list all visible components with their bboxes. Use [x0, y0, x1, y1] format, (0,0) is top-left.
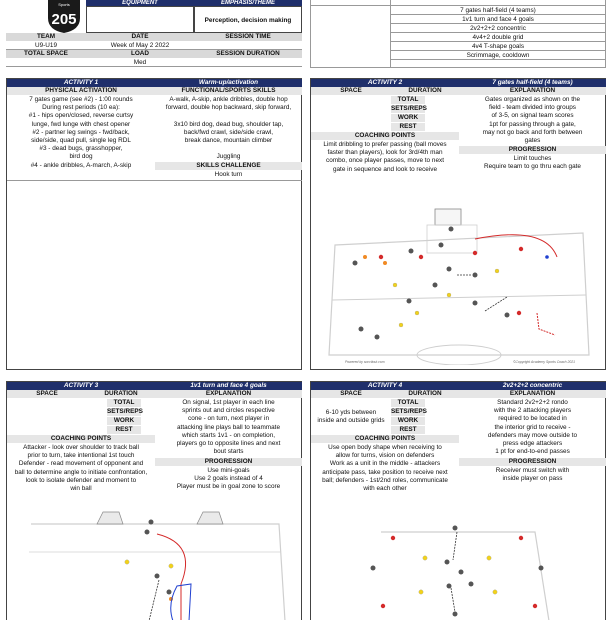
- total-space-value: [6, 58, 86, 67]
- equipment-box: [86, 6, 194, 33]
- activity-4-title: ACTIVITY 4: [311, 382, 459, 390]
- plan-item: 7 gates half-field (4 teams): [390, 6, 606, 15]
- plan-item: 4v4+2 double grid: [390, 33, 606, 42]
- goal-icon: [435, 209, 461, 225]
- total-label: TOTAL: [107, 399, 141, 407]
- sets-reps-label: SETS/REPS: [391, 408, 427, 415]
- plan-item: 2v2+2+2 concentric: [390, 24, 606, 33]
- progression-text: Limit touches Require team to go thru each gate: [484, 155, 581, 171]
- activity-4-name: 2v2+2+2 concentric: [459, 382, 606, 390]
- progression-label: PROGRESSION: [155, 458, 302, 466]
- team-value: U9-U19: [6, 41, 86, 50]
- functional-skills-text: A-walk, A-skip, ankle dribbles, double hop forward, double hop backward, skip forward, 3x10 bird dog, dead bug, shoulder tap, back/fwd crawl, side/side crawl, break dance, mountain climber Juggling: [165, 96, 292, 161]
- credit-right: ©Copyright Academy Sports Coach 2021: [513, 360, 575, 364]
- activity-1-title: ACTIVITY 1: [7, 79, 155, 87]
- activity-2-title: ACTIVITY 2: [311, 79, 459, 87]
- orange-cones: [363, 255, 387, 265]
- equipment-label: EQUIPMENT: [86, 0, 194, 6]
- work-label: WORK: [391, 114, 425, 122]
- sets-reps-label: SETS/REPS: [391, 105, 427, 112]
- explanation-text: Gates organized as shown on the field - team divided into groups of 3-5, on signal team scores 1pt for passing through a gate, may not go back and forth between gates: [482, 96, 583, 145]
- activity-3-diagram: [21, 504, 289, 620]
- coaching-points-text: Limit dribbling to prefer passing (ball moves faster than players), look for 3rd/4th man combo, once player passes, move to next gate in sequence and look to receive: [323, 141, 447, 173]
- plan-item: 4v4 T-shape goals: [390, 42, 606, 51]
- players: [371, 526, 544, 617]
- activity-4-diagram: [321, 502, 597, 620]
- explanation-text: On signal, 1st player in each line sprints out and circles respective cone - on turn, next player in attacking line plays ball to teammate which starts 1v1 - on completion, players go to opposite lines and next bout starts: [176, 399, 281, 456]
- plan-item: 1v1 turn and face 4 goals: [390, 15, 606, 24]
- load-label: LOAD: [86, 50, 194, 58]
- physical-activation-label: PHYSICAL ACTIVATION: [7, 87, 155, 95]
- sets-reps-label: SETS/REPS: [107, 408, 143, 415]
- rest-label: REST: [107, 426, 141, 434]
- logo-number: 205: [51, 11, 77, 28]
- progression-label: PROGRESSION: [459, 458, 606, 466]
- activity-1-name: Warm-up/activation: [155, 79, 302, 87]
- logo-badge-icon: [44, 0, 84, 33]
- skills-challenge-value: Hook turn: [214, 171, 243, 178]
- progression-text: Use mini-goals Use 2 goals instead of 4 Player must be in goal zone to score: [176, 467, 281, 491]
- total-label: TOTAL: [391, 96, 425, 104]
- space-value: 6-10 yds between inside and outside grids: [317, 409, 385, 425]
- yellow-cones: [419, 556, 497, 594]
- activity-3-name: 1v1 turn and face 4 goals: [155, 382, 302, 390]
- progression-label: PROGRESSION: [459, 146, 606, 154]
- plan-item: Scrimmage, cooldown: [390, 51, 606, 60]
- coaching-points-label: COACHING POINTS: [7, 435, 155, 443]
- load-value: Med: [86, 58, 194, 67]
- emphasis-value: Perception, decision making: [194, 6, 302, 33]
- total-space-label: TOTAL SPACE: [6, 50, 86, 58]
- skills-challenge-label: SKILLS CHALLENGE: [155, 162, 302, 170]
- work-label: WORK: [107, 417, 141, 425]
- activity-2-name: 7 gates half-field (4 teams): [459, 79, 606, 87]
- team-logo: [44, 0, 84, 33]
- activity-3-title: ACTIVITY 3: [7, 382, 155, 390]
- activity-3-panel: [6, 381, 302, 620]
- rest-label: REST: [391, 123, 425, 131]
- space-label: SPACE: [7, 390, 87, 398]
- coaching-points-text: Use open body shape when receiving to allow for turns, vision on defenders Work as a unit in the middle - attackers anticipate pass, take position to receive next ball; defenders - 1st/2nd roles, communicate with each other: [322, 444, 448, 493]
- space-label: SPACE: [311, 87, 391, 95]
- session-time-label: SESSION TIME: [194, 33, 302, 41]
- mini-goal-icon: [97, 512, 123, 524]
- progression-text: Receiver must switch with inside player on pass: [495, 467, 570, 483]
- work-label: WORK: [391, 417, 425, 425]
- activity-2-diagram: [325, 205, 593, 365]
- coaching-points-label: COACHING POINTS: [311, 435, 459, 443]
- date-label: DATE: [86, 33, 194, 41]
- rest-label: REST: [391, 426, 425, 434]
- activity-4-panel: [310, 381, 606, 620]
- explanation-text: Standard 2v2+2+2 rondo with the 2 attacking players required to be located in the interior grid to receive - defenders may move outside to press edge attackers 1 pt for end-to-end passes: [487, 399, 578, 456]
- date-value: Week of May 2 2022: [86, 41, 194, 50]
- duration-label: DURATION: [391, 390, 459, 398]
- activity-2-panel: [310, 78, 606, 370]
- team-label: TEAM: [6, 33, 86, 41]
- total-label: TOTAL: [391, 399, 425, 407]
- space-label: SPACE: [311, 390, 391, 398]
- explanation-label: EXPLANATION: [155, 390, 302, 398]
- explanation-label: EXPLANATION: [459, 87, 606, 95]
- cones: [379, 247, 523, 315]
- session-duration-label: SESSION DURATION: [194, 50, 302, 58]
- session-duration-value: [194, 58, 302, 67]
- session-plan: [310, 0, 606, 68]
- coaching-points-text: Attacker - look over shoulder to track ball prior to turn, take intentional 1st touch Defender - read movement of opponent and ball to determine angle to initiate confrontation, look to isolate defender and moment to win ball: [14, 444, 148, 493]
- physical-activation-text: 7 gates game (see #2) - 1:00 rounds During rest periods (10 ea): #1 - hips open/closed, reverse curtsy lunge, fwd lunge with chest opener #2 - partner leg swings - fwd/back, side/side, quad pull, single leg RDL #3 - dead bugs, grasshopper, bird dog #4 - ankle dribbles, A-march, A-skip: [28, 96, 134, 169]
- session-time-value: [194, 41, 302, 50]
- activity-1-panel: [6, 78, 302, 370]
- duration-label: DURATION: [391, 87, 459, 95]
- credit-left: Powered by soccitout.com: [345, 360, 385, 364]
- emphasis-label: EMPHASIS/THEME: [194, 0, 302, 6]
- logo-line1: Sports: [58, 2, 70, 7]
- mini-goal-icon: [197, 512, 223, 524]
- header-left: [6, 0, 302, 68]
- coaching-points-label: COACHING POINTS: [311, 132, 459, 140]
- duration-label: DURATION: [87, 390, 155, 398]
- functional-skills-label: FUNCTIONAL/SPORTS SKILLS: [155, 87, 302, 95]
- explanation-label: EXPLANATION: [459, 390, 606, 398]
